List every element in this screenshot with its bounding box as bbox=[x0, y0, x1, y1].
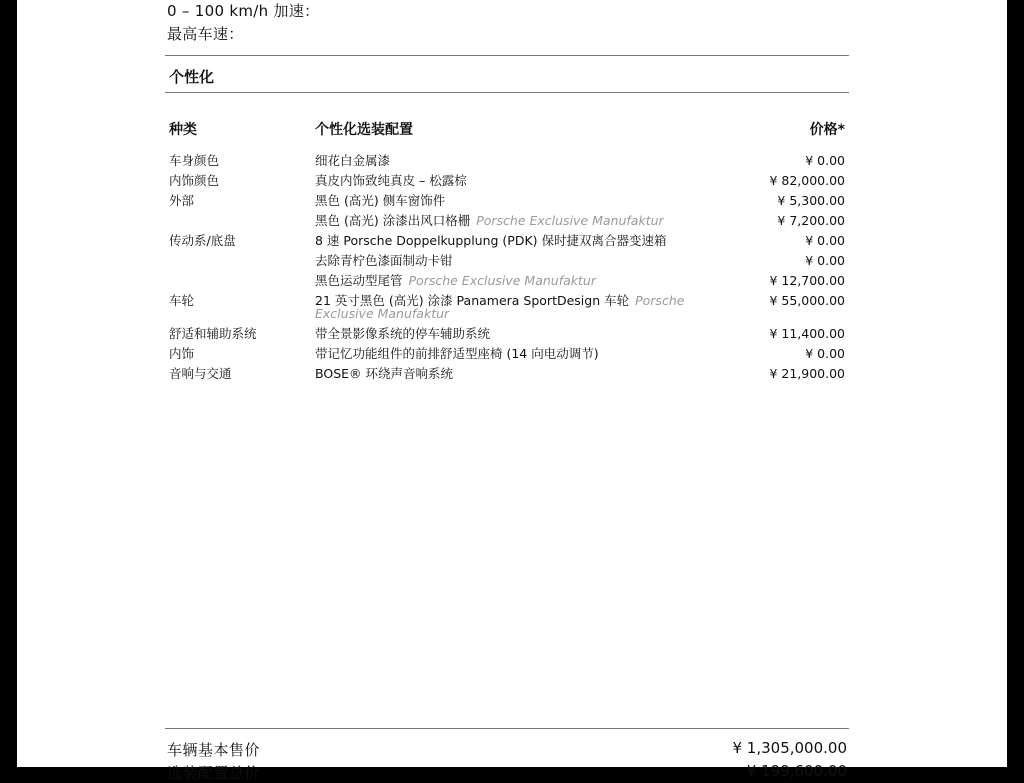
row-price: ¥ 55,000.00 bbox=[769, 293, 845, 308]
option-text: 8 速 Porsche Doppelkupplung (PDK) 保时捷双离合器变速箱 bbox=[315, 233, 667, 248]
section-bottom-divider bbox=[165, 92, 849, 93]
row-option bbox=[315, 254, 695, 267]
row-category: 内饰 bbox=[169, 346, 195, 361]
row-price: ¥ 0.00 bbox=[805, 346, 845, 361]
option-text: 带全景影像系统的停车辅助系统 bbox=[315, 326, 491, 341]
totals-divider bbox=[165, 728, 849, 729]
brand-note: Porsche Exclusive Manufaktur bbox=[315, 293, 685, 321]
row-price: ¥ 5,300.00 bbox=[777, 193, 845, 208]
row-option bbox=[315, 234, 735, 247]
row-category: 车身颜色 bbox=[169, 153, 220, 168]
option-text: 去除青柠色漆面制动卡钳 bbox=[315, 253, 453, 268]
brand-note: Porsche Exclusive Manufaktur bbox=[476, 213, 664, 228]
row-price: ¥ 0.00 bbox=[805, 233, 845, 248]
row-price: ¥ 21,900.00 bbox=[769, 366, 845, 381]
row-option bbox=[315, 174, 695, 187]
row-price: ¥ 82,000.00 bbox=[769, 173, 845, 188]
row-category: 车轮 bbox=[169, 293, 195, 308]
option-text: 黑色 (高光) 侧车窗饰件 bbox=[315, 193, 446, 208]
row-price: ¥ 0.00 bbox=[805, 153, 845, 168]
row-option bbox=[315, 194, 695, 207]
column-header-price: 价格* bbox=[809, 122, 845, 138]
option-text: 带记忆功能组件的前排舒适型座椅 (14 向电动调节) bbox=[315, 346, 599, 361]
options-total-label: 选装配置总价 bbox=[167, 764, 261, 782]
row-option bbox=[315, 294, 705, 320]
row-price: ¥ 11,400.00 bbox=[769, 326, 845, 341]
options-total-value: ¥ 199,600.00 bbox=[746, 762, 847, 780]
row-category: 传动系/底盘 bbox=[169, 233, 236, 248]
row-category: 内饰颜色 bbox=[169, 173, 220, 188]
top-speed-label: 最高车速： bbox=[167, 25, 244, 43]
row-option bbox=[315, 274, 695, 287]
acceleration-label: 0 – 100 km/h 加速： bbox=[167, 2, 320, 20]
row-category: 舒适和辅助系统 bbox=[169, 326, 257, 341]
row-category: 外部 bbox=[169, 193, 195, 208]
row-category: 音响与交通 bbox=[169, 366, 232, 381]
row-price: ¥ 7,200.00 bbox=[777, 213, 845, 228]
row-option bbox=[315, 154, 695, 167]
row-price: ¥ 0.00 bbox=[805, 253, 845, 268]
row-price: ¥ 12,700.00 bbox=[769, 273, 845, 288]
option-text: 真皮内饰致纯真皮 – 松露棕 bbox=[315, 173, 467, 188]
column-header-category: 种类 bbox=[169, 122, 197, 138]
option-text: 黑色运动型尾管 bbox=[315, 273, 403, 288]
base-price-label: 车辆基本售价 bbox=[167, 741, 261, 759]
base-price-value: ¥ 1,305,000.00 bbox=[732, 739, 847, 757]
section-title: 个性化 bbox=[169, 68, 215, 86]
row-option bbox=[315, 347, 695, 360]
option-text: BOSE® 环绕声音响系统 bbox=[315, 366, 454, 381]
column-header-option: 个性化选装配置 bbox=[315, 122, 413, 138]
option-text: 黑色 (高光) 涂漆出风口格栅 bbox=[315, 213, 471, 228]
document-page bbox=[17, 0, 1007, 782]
brand-note: Porsche Exclusive Manufaktur bbox=[408, 273, 596, 288]
section-top-divider bbox=[165, 55, 849, 56]
option-text: 细花白金属漆 bbox=[315, 153, 391, 168]
option-text: 21 英寸黑色 (高光) 涂漆 Panamera SportDesign 车轮 bbox=[315, 293, 630, 308]
row-option bbox=[315, 367, 695, 380]
row-option bbox=[315, 214, 695, 227]
row-option bbox=[315, 327, 695, 340]
